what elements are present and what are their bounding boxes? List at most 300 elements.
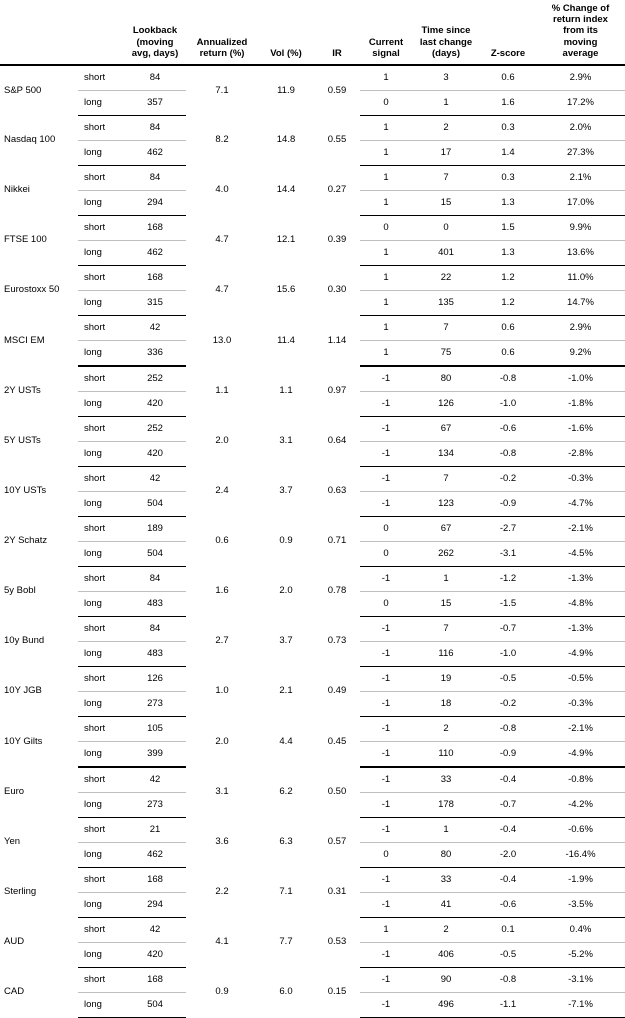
pct-change-cell-short: 2.1% — [536, 166, 625, 191]
annualized-return-cell: 1.1 — [215, 385, 229, 397]
current-signal-cell-long: -1 — [360, 692, 412, 717]
z-score-cell-long: 1.2 — [480, 291, 536, 316]
lookback-cell-short: 126 — [124, 667, 186, 692]
time-since-cell-long: 178 — [412, 793, 480, 818]
lookback-cell-long: 294 — [124, 893, 186, 918]
time-since-cell-short: 19 — [412, 667, 480, 692]
pct-change-cell-short: 2.9% — [536, 65, 625, 91]
vol-cell: 11.9 — [277, 84, 295, 96]
annualized-return-cell: 1.6 — [215, 585, 229, 597]
term-cell-short: short — [78, 667, 124, 692]
term-cell-long: long — [78, 793, 124, 818]
lookback-cell-short: 252 — [124, 417, 186, 442]
annualized-return-cell: 1.0 — [215, 685, 229, 697]
asset-name-cell: Sterling — [4, 886, 37, 898]
lookback-cell-short: 168 — [124, 266, 186, 291]
ir-cell: 0.15 — [327, 986, 347, 998]
pct-change-cell-long: -2.8% — [536, 442, 625, 467]
ir-cell: 0.64 — [327, 435, 347, 447]
term-cell-short: short — [78, 767, 124, 793]
annualized-return-cell: 4.7 — [215, 284, 229, 296]
vol-cell: 3.7 — [279, 635, 293, 647]
ir-cell: 0.27 — [327, 184, 347, 196]
vol-cell: 6.3 — [279, 836, 293, 848]
term-cell-long: long — [78, 91, 124, 116]
pct-change-cell-short: -1.9% — [536, 868, 625, 893]
header-z-score: Z-score — [480, 0, 536, 65]
term-cell-long: long — [78, 943, 124, 968]
lookback-cell-long: 504 — [124, 993, 186, 1018]
time-since-cell-long: 116 — [412, 642, 480, 667]
annualized-return-cell: 4.7 — [215, 234, 229, 246]
vol-cell: 2.0 — [279, 585, 293, 597]
pct-change-cell-short: -0.5% — [536, 667, 625, 692]
pct-change-cell-long: 27.3% — [536, 141, 625, 166]
vol-cell: 14.8 — [276, 134, 296, 146]
z-score-cell-short: -0.7 — [480, 617, 536, 642]
asset-name-cell: Euro — [4, 786, 25, 798]
z-score-cell-long: 1.4 — [480, 141, 536, 166]
header-vol: Vol (%) — [258, 0, 314, 65]
ir-cell: 0.50 — [327, 786, 347, 798]
time-since-cell-short: 33 — [412, 767, 480, 793]
current-signal-cell-long: 0 — [360, 592, 412, 617]
header-lookback-line1: Lookback — [132, 25, 178, 37]
header-current-signal-line2: signal — [372, 47, 400, 59]
pct-change-cell-short: -0.3% — [536, 467, 625, 492]
current-signal-cell-long: -1 — [360, 492, 412, 517]
pct-change-cell-long: 13.6% — [536, 241, 625, 266]
lookback-cell-long: 420 — [124, 943, 186, 968]
time-since-cell-short: 3 — [412, 65, 480, 91]
vol-cell: 15.6 — [276, 284, 296, 296]
table-row — [0, 818, 625, 843]
time-since-cell-short: 7 — [412, 617, 480, 642]
asset-name-cell: 10Y Gilts — [4, 735, 43, 747]
header-annualized-return — [186, 0, 258, 65]
table-row — [0, 968, 625, 993]
header-pct-change-line1: % Change of — [551, 3, 610, 14]
current-signal-cell-long: -1 — [360, 943, 412, 968]
z-score-cell-long: -1.1 — [480, 993, 536, 1018]
current-signal-cell-long: -1 — [360, 742, 412, 768]
current-signal-cell-long: 0 — [360, 843, 412, 868]
current-signal-cell-short: -1 — [360, 567, 412, 592]
lookback-cell-short: 105 — [124, 717, 186, 742]
time-since-cell-short: 80 — [412, 366, 480, 392]
current-signal-cell-short: -1 — [360, 617, 412, 642]
pct-change-cell-long: 14.7% — [536, 291, 625, 316]
term-cell-short: short — [78, 116, 124, 141]
current-signal-cell-short: 1 — [360, 166, 412, 191]
annualized-return-cell: 2.0 — [215, 735, 229, 747]
current-signal-cell-short: 1 — [360, 116, 412, 141]
header-lookback-line2: (moving — [136, 36, 174, 48]
pct-change-cell-long: -4.2% — [536, 793, 625, 818]
lookback-cell-long: 399 — [124, 742, 186, 768]
table-row — [0, 567, 625, 592]
z-score-cell-short: -0.5 — [480, 667, 536, 692]
current-signal-cell-long: -1 — [360, 893, 412, 918]
asset-name-cell: AUD — [4, 936, 25, 948]
z-score-cell-short: -0.8 — [480, 968, 536, 993]
time-since-cell-short: 2 — [412, 918, 480, 943]
term-cell-short: short — [78, 417, 124, 442]
term-cell-long: long — [78, 141, 124, 166]
term-cell-short: short — [78, 818, 124, 843]
annualized-return-cell: 0.6 — [215, 535, 229, 547]
lookback-cell-short: 21 — [124, 818, 186, 843]
current-signal-cell-long: 1 — [360, 191, 412, 216]
term-cell-long: long — [78, 843, 124, 868]
time-since-cell-long: 262 — [412, 542, 480, 567]
annualized-return-cell: 4.0 — [215, 184, 229, 196]
z-score-cell-short: -0.4 — [480, 767, 536, 793]
pct-change-cell-short: -3.1% — [536, 968, 625, 993]
header-pct-change — [536, 0, 625, 65]
lookback-cell-short: 168 — [124, 868, 186, 893]
current-signal-cell-long: -1 — [360, 993, 412, 1018]
pct-change-cell-short: 2.0% — [536, 116, 625, 141]
table-row — [0, 417, 625, 442]
lookback-cell-long: 420 — [124, 392, 186, 417]
lookback-cell-long: 420 — [124, 442, 186, 467]
annualized-return-cell: 2.4 — [215, 485, 229, 497]
time-since-cell-long: 135 — [412, 291, 480, 316]
time-since-cell-long: 17 — [412, 141, 480, 166]
asset-name-cell: Eurostoxx 50 — [4, 284, 60, 296]
ir-cell: 0.59 — [327, 84, 347, 96]
term-cell-long: long — [78, 392, 124, 417]
ir-cell: 0.97 — [327, 385, 347, 397]
asset-name-cell: S&P 500 — [4, 84, 42, 96]
asset-name-cell: Nasdaq 100 — [4, 134, 56, 146]
table-row — [0, 316, 625, 341]
z-score-cell-short: -0.8 — [480, 366, 536, 392]
pct-change-cell-long: -5.2% — [536, 943, 625, 968]
vol-cell: 1.1 — [279, 385, 293, 397]
vol-cell: 2.1 — [279, 685, 293, 697]
lookback-cell-long: 336 — [124, 341, 186, 367]
lookback-cell-short: 84 — [124, 166, 186, 191]
pct-change-cell-long: -4.5% — [536, 542, 625, 567]
z-score-cell-long: 1.3 — [480, 241, 536, 266]
lookback-cell-short: 168 — [124, 216, 186, 241]
ir-cell: 0.49 — [327, 685, 347, 697]
term-cell-long: long — [78, 592, 124, 617]
term-cell-long: long — [78, 542, 124, 567]
asset-name-cell: Yen — [4, 836, 21, 848]
header-time-since-last-change — [412, 0, 480, 65]
z-score-cell-long: -0.2 — [480, 692, 536, 717]
current-signal-cell-short: 1 — [360, 316, 412, 341]
header-ir: IR — [314, 0, 360, 65]
z-score-cell-short: -1.2 — [480, 567, 536, 592]
z-score-cell-short: 0.3 — [480, 116, 536, 141]
z-score-cell-short: 0.3 — [480, 166, 536, 191]
current-signal-cell-short: -1 — [360, 818, 412, 843]
lookback-cell-short: 84 — [124, 65, 186, 91]
pct-change-cell-long: -7.1% — [536, 993, 625, 1018]
time-since-cell-short: 7 — [412, 467, 480, 492]
annualized-return-cell: 2.0 — [215, 435, 229, 447]
time-since-cell-short: 0 — [412, 216, 480, 241]
vol-cell: 0.9 — [279, 535, 293, 547]
z-score-cell-short: 1.2 — [480, 266, 536, 291]
vol-cell: 7.1 — [279, 886, 293, 898]
pct-change-cell-short: -2.1% — [536, 717, 625, 742]
asset-name-cell: MSCI EM — [4, 334, 45, 346]
vol-cell: 3.1 — [279, 435, 293, 447]
z-score-cell-long: -1.5 — [480, 592, 536, 617]
time-since-cell-long: 15 — [412, 191, 480, 216]
z-score-cell-long: -3.1 — [480, 542, 536, 567]
time-since-cell-long: 123 — [412, 492, 480, 517]
annualized-return-cell: 3.1 — [215, 786, 229, 798]
z-score-cell-short: -0.4 — [480, 868, 536, 893]
table-row — [0, 717, 625, 742]
z-score-cell-short: 0.6 — [480, 65, 536, 91]
lookback-cell-long: 504 — [124, 542, 186, 567]
term-cell-long: long — [78, 742, 124, 768]
term-cell-short: short — [78, 316, 124, 341]
z-score-cell-long: -0.9 — [480, 492, 536, 517]
header-time-since-line2: last change — [419, 36, 473, 48]
table-body — [0, 65, 625, 1018]
lookback-cell-long: 273 — [124, 793, 186, 818]
current-signal-cell-long: -1 — [360, 392, 412, 417]
header-lookback-line3: avg, days) — [131, 47, 179, 59]
pct-change-cell-long: -4.7% — [536, 492, 625, 517]
lookback-cell-long: 294 — [124, 191, 186, 216]
pct-change-cell-short: -1.3% — [536, 617, 625, 642]
lookback-cell-long: 483 — [124, 642, 186, 667]
time-since-cell-short: 67 — [412, 517, 480, 542]
current-signal-cell-long: 1 — [360, 341, 412, 367]
term-cell-long: long — [78, 993, 124, 1018]
lookback-cell-long: 504 — [124, 492, 186, 517]
vol-cell: 3.7 — [279, 485, 293, 497]
current-signal-cell-short: 1 — [360, 918, 412, 943]
current-signal-cell-long: 0 — [360, 542, 412, 567]
header-pct-change-line4: moving — [563, 36, 598, 48]
time-since-cell-short: 1 — [412, 567, 480, 592]
table-row — [0, 517, 625, 542]
term-cell-short: short — [78, 166, 124, 191]
annualized-return-cell: 2.7 — [215, 635, 229, 647]
ir-cell: 0.55 — [327, 134, 347, 146]
ir-cell: 0.39 — [327, 234, 347, 246]
lookback-cell-long: 462 — [124, 141, 186, 166]
vol-cell: 4.4 — [279, 735, 293, 747]
pct-change-cell-short: -2.1% — [536, 517, 625, 542]
pct-change-cell-long: -4.9% — [536, 742, 625, 768]
asset-name-cell: 5Y USTs — [4, 435, 41, 447]
ir-cell: 0.73 — [327, 635, 347, 647]
z-score-cell-long: -0.9 — [480, 742, 536, 768]
asset-name-cell: 2Y Schatz — [4, 535, 48, 547]
header-pct-change-line3: from its — [563, 25, 598, 37]
table-row — [0, 918, 625, 943]
time-since-cell-long: 406 — [412, 943, 480, 968]
table-header — [0, 0, 625, 65]
term-cell-long: long — [78, 492, 124, 517]
header-lookback — [124, 0, 186, 65]
annualized-return-cell: 3.6 — [215, 836, 229, 848]
ir-cell: 0.71 — [327, 535, 347, 547]
z-score-cell-short: -0.2 — [480, 467, 536, 492]
time-since-cell-short: 2 — [412, 116, 480, 141]
current-signal-cell-short: -1 — [360, 968, 412, 993]
term-cell-long: long — [78, 291, 124, 316]
table-row — [0, 767, 625, 793]
lookback-cell-short: 252 — [124, 366, 186, 392]
lookback-cell-short: 42 — [124, 316, 186, 341]
table-row — [0, 868, 625, 893]
ir-cell: 0.57 — [327, 836, 347, 848]
term-cell-long: long — [78, 191, 124, 216]
term-cell-short: short — [78, 968, 124, 993]
time-since-cell-long: 134 — [412, 442, 480, 467]
time-since-cell-long: 41 — [412, 893, 480, 918]
pct-change-cell-long: -4.9% — [536, 642, 625, 667]
lookback-cell-short: 84 — [124, 567, 186, 592]
header-current-signal — [360, 0, 412, 65]
annualized-return-cell: 8.2 — [215, 134, 229, 146]
vol-cell: 6.0 — [279, 986, 293, 998]
z-score-cell-short: -0.8 — [480, 717, 536, 742]
z-score-cell-long: -1.0 — [480, 392, 536, 417]
term-cell-long: long — [78, 692, 124, 717]
pct-change-cell-long: -1.8% — [536, 392, 625, 417]
z-score-cell-long: 1.6 — [480, 91, 536, 116]
lookback-cell-short: 84 — [124, 617, 186, 642]
header-pct-change-line2: return index — [553, 14, 608, 26]
time-since-cell-long: 496 — [412, 993, 480, 1018]
term-cell-long: long — [78, 341, 124, 367]
pct-change-cell-long: -4.8% — [536, 592, 625, 617]
asset-name-cell: Nikkei — [4, 184, 30, 196]
term-cell-short: short — [78, 266, 124, 291]
vol-cell: 11.4 — [277, 334, 295, 346]
pct-change-cell-short: -1.0% — [536, 366, 625, 392]
ir-cell: 1.14 — [327, 334, 347, 346]
term-cell-short: short — [78, 717, 124, 742]
header-time-since-line3: (days) — [432, 47, 460, 59]
current-signal-cell-short: -1 — [360, 868, 412, 893]
z-score-cell-long: -2.0 — [480, 843, 536, 868]
term-cell-long: long — [78, 442, 124, 467]
time-since-cell-long: 401 — [412, 241, 480, 266]
lookback-cell-short: 84 — [124, 116, 186, 141]
current-signal-cell-short: 0 — [360, 517, 412, 542]
pct-change-cell-long: 9.2% — [536, 341, 625, 367]
pct-change-cell-short: 2.9% — [536, 316, 625, 341]
current-signal-cell-short: -1 — [360, 467, 412, 492]
z-score-cell-short: 0.6 — [480, 316, 536, 341]
table-row — [0, 216, 625, 241]
term-cell-short: short — [78, 366, 124, 392]
asset-name-cell: 2Y USTs — [4, 385, 41, 397]
time-since-cell-long: 18 — [412, 692, 480, 717]
table-row — [0, 467, 625, 492]
table-row — [0, 166, 625, 191]
lookback-cell-short: 42 — [124, 767, 186, 793]
annualized-return-cell: 13.0 — [212, 334, 232, 346]
vol-cell: 7.7 — [279, 936, 293, 948]
ir-cell: 0.30 — [327, 284, 347, 296]
asset-name-cell: 10Y USTs — [4, 485, 47, 497]
time-since-cell-long: 15 — [412, 592, 480, 617]
ir-cell: 0.45 — [327, 735, 347, 747]
z-score-cell-short: -0.4 — [480, 818, 536, 843]
z-score-cell-long: 0.6 — [480, 341, 536, 367]
lookback-cell-long: 315 — [124, 291, 186, 316]
current-signal-cell-short: -1 — [360, 717, 412, 742]
time-since-cell-long: 80 — [412, 843, 480, 868]
asset-name-cell: FTSE 100 — [4, 234, 47, 246]
z-score-cell-long: 1.3 — [480, 191, 536, 216]
asset-name-cell: 10Y JGB — [4, 685, 42, 697]
current-signal-cell-long: -1 — [360, 442, 412, 467]
time-since-cell-long: 126 — [412, 392, 480, 417]
header-time-since-line1: Time since — [421, 25, 471, 37]
term-cell-short: short — [78, 65, 124, 91]
z-score-cell-short: 1.5 — [480, 216, 536, 241]
z-score-cell-short: -0.6 — [480, 417, 536, 442]
vol-cell: 14.4 — [276, 184, 296, 196]
z-score-cell-short: 0.1 — [480, 918, 536, 943]
asset-name-cell: CAD — [4, 986, 25, 998]
pct-change-cell-short: -0.8% — [536, 767, 625, 793]
table-row — [0, 65, 625, 91]
annualized-return-cell: 2.2 — [215, 886, 229, 898]
time-since-cell-short: 7 — [412, 166, 480, 191]
table-row — [0, 366, 625, 392]
lookback-cell-long: 462 — [124, 241, 186, 266]
current-signal-cell-short: -1 — [360, 417, 412, 442]
time-since-cell-short: 67 — [412, 417, 480, 442]
header-pct-change-line5: average — [562, 47, 599, 59]
header-asset — [0, 0, 78, 65]
ir-cell: 0.78 — [327, 585, 347, 597]
current-signal-cell-long: 1 — [360, 141, 412, 166]
vol-cell: 12.1 — [276, 234, 296, 246]
term-cell-short: short — [78, 617, 124, 642]
z-score-cell-long: -1.0 — [480, 642, 536, 667]
table-row — [0, 266, 625, 291]
lookback-cell-short: 189 — [124, 517, 186, 542]
annualized-return-cell: 0.9 — [215, 986, 229, 998]
current-signal-cell-long: 1 — [360, 241, 412, 266]
ir-cell: 0.31 — [327, 886, 347, 898]
header-current-signal-line1: Current — [368, 36, 404, 48]
pct-change-cell-long: 17.0% — [536, 191, 625, 216]
term-cell-short: short — [78, 918, 124, 943]
lookback-cell-long: 483 — [124, 592, 186, 617]
lookback-cell-long: 273 — [124, 692, 186, 717]
time-since-cell-short: 2 — [412, 717, 480, 742]
time-since-cell-long: 75 — [412, 341, 480, 367]
pct-change-cell-short: -1.6% — [536, 417, 625, 442]
z-score-cell-long: -0.8 — [480, 442, 536, 467]
pct-change-cell-short: 11.0% — [536, 266, 625, 291]
time-since-cell-short: 33 — [412, 868, 480, 893]
time-since-cell-short: 22 — [412, 266, 480, 291]
pct-change-cell-short: 9.9% — [536, 216, 625, 241]
table-row — [0, 617, 625, 642]
current-signal-cell-short: 1 — [360, 65, 412, 91]
